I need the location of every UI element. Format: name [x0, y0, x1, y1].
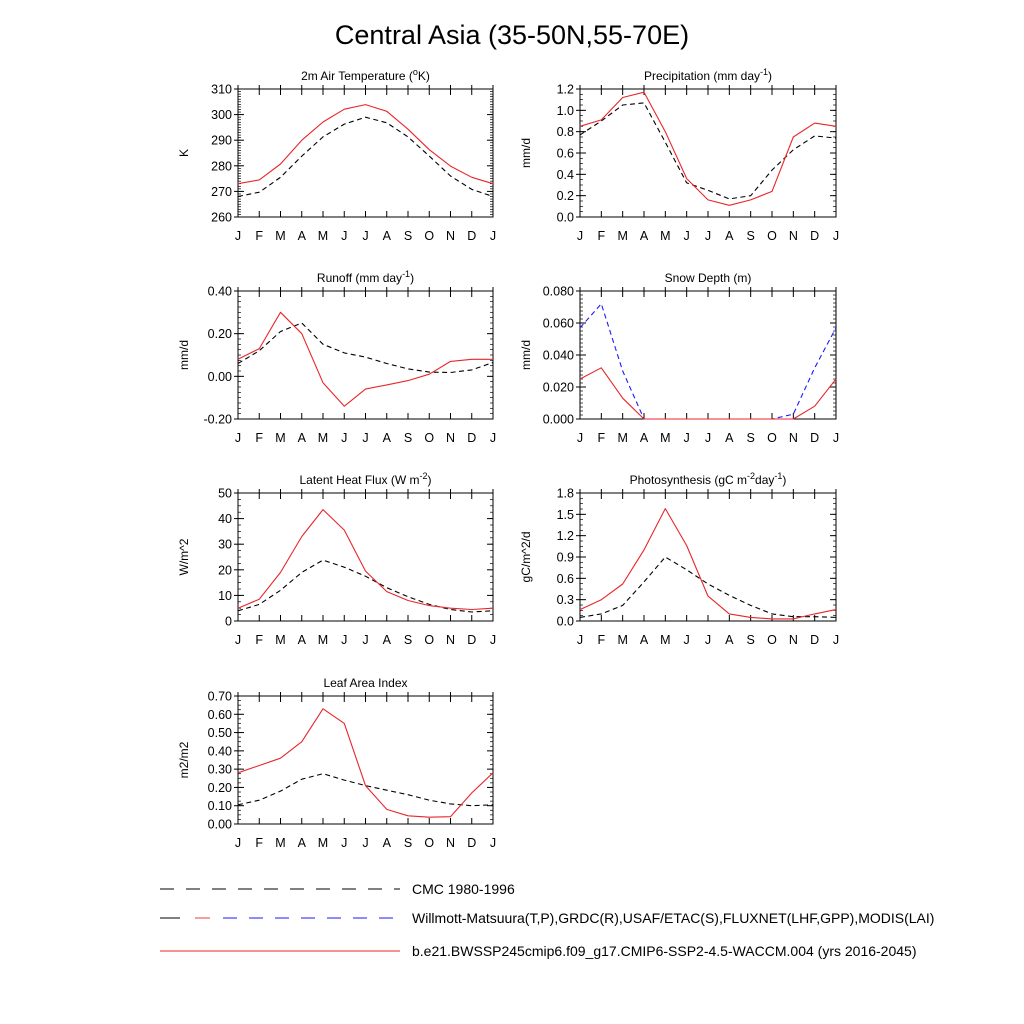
legend-line-obs	[160, 907, 410, 931]
y-tick-label: 0.00	[207, 369, 232, 384]
x-tick-label: J	[234, 431, 242, 445]
panel-runoff	[177, 269, 496, 445]
x-tick-label: D	[467, 836, 477, 850]
series-line-obs	[580, 103, 836, 199]
x-tick-label: J	[341, 633, 348, 647]
x-tick-label: S	[403, 633, 413, 647]
plot-frame	[238, 291, 493, 419]
x-tick-label: A	[639, 229, 649, 243]
x-tick-label: D	[810, 633, 820, 647]
y-tick-label: 1.2	[556, 529, 574, 544]
x-tick-label: J	[234, 836, 242, 850]
y-tick-label: 0.20	[207, 327, 232, 342]
x-tick-label: A	[725, 431, 734, 445]
x-tick-label: J	[683, 431, 690, 445]
x-tick-label: O	[424, 836, 435, 850]
x-tick-label: N	[788, 633, 798, 647]
x-tick-label: J	[341, 836, 348, 850]
y-tick-label: 0.000	[542, 412, 574, 427]
y-tick-label: 10	[218, 588, 232, 603]
legend-line-model	[160, 940, 410, 964]
x-tick-label: N	[445, 836, 456, 850]
series-line-model	[238, 312, 493, 406]
y-axis-label: m2/m2	[177, 741, 191, 779]
x-tick-label: J	[576, 431, 584, 445]
x-tick-label: J	[704, 229, 712, 243]
y-tick-label: 1.0	[556, 103, 574, 118]
x-tick-label: M	[617, 431, 628, 445]
x-tick-label: A	[382, 431, 391, 445]
x-tick-label: A	[382, 633, 391, 647]
panel-title: Photosynthesis (gC $m^{-2}day^{-1}$)	[629, 471, 787, 487]
y-axis-label: mm/d	[519, 340, 533, 370]
y-tick-label: 1.5	[556, 507, 574, 522]
x-tick-label: S	[403, 431, 413, 445]
y-tick-label: 0.0	[556, 614, 574, 629]
x-tick-label: J	[362, 229, 369, 243]
y-tick-label: 0.060	[542, 316, 574, 331]
x-tick-label: O	[767, 633, 777, 647]
plot-frame	[238, 493, 493, 621]
y-tick-label: 260	[211, 210, 232, 225]
series-line-obs	[238, 774, 493, 806]
x-tick-label: A	[725, 229, 734, 243]
x-tick-label: F	[255, 633, 264, 647]
panel-lhf	[177, 471, 496, 647]
panel-lai	[177, 676, 496, 850]
y-tick-label: 0.10	[207, 799, 232, 814]
x-tick-label: O	[424, 633, 435, 647]
x-tick-label: S	[403, 836, 413, 850]
panel-title: Precipitation (mm day$^{-1}$)	[643, 67, 773, 83]
panel-title: Snow Depth (m)	[664, 271, 752, 285]
y-tick-label: 0	[225, 614, 232, 629]
x-tick-label: A	[382, 836, 391, 850]
y-tick-label: 0.040	[542, 348, 574, 363]
x-tick-label: A	[725, 633, 734, 647]
x-tick-label: S	[746, 633, 755, 647]
legend-item-cmc	[160, 878, 1020, 902]
x-tick-label: A	[297, 229, 306, 243]
y-tick-label: 0.70	[207, 689, 232, 704]
panel-tas	[177, 67, 496, 243]
y-tick-label: 0.0	[556, 210, 574, 225]
x-tick-label: J	[234, 633, 242, 647]
x-tick-label: N	[788, 229, 798, 243]
x-tick-label: D	[467, 633, 477, 647]
series-line-model	[238, 510, 493, 610]
y-tick-label: 0.50	[207, 726, 232, 741]
y-tick-label: 30	[218, 537, 232, 552]
x-tick-label: D	[810, 229, 820, 243]
y-tick-label: 1.2	[556, 82, 574, 97]
plot-frame	[580, 493, 836, 621]
plot-frame	[580, 291, 836, 419]
x-tick-label: S	[746, 229, 755, 243]
legend-label-obs: Willmott-Matsuura(T,P),GRDC(R),USAF/ETAC(S),FLUXNET(LHF,GPP),MODIS(LAI)	[412, 910, 935, 926]
y-tick-label: 270	[211, 184, 232, 199]
y-tick-label: 0.60	[207, 707, 232, 722]
panel-title: 2m Air Temperature ($^o$K)	[301, 67, 430, 83]
x-tick-label: F	[255, 431, 264, 445]
x-tick-label: J	[683, 229, 690, 243]
y-tick-label: 40	[218, 512, 232, 527]
x-tick-label: A	[297, 633, 306, 647]
y-tick-label: 1.8	[556, 486, 574, 501]
x-tick-label: M	[317, 431, 329, 445]
x-tick-label: M	[275, 229, 286, 243]
y-tick-label: 0.40	[207, 744, 232, 759]
series-line-model	[580, 92, 836, 205]
x-tick-label: J	[489, 836, 497, 850]
series-line-model	[580, 368, 836, 419]
y-tick-label: 0.6	[556, 571, 574, 586]
series-line-model	[580, 509, 836, 619]
x-tick-label: F	[597, 431, 606, 445]
x-tick-label: J	[489, 633, 497, 647]
x-tick-label: M	[275, 633, 286, 647]
x-tick-label: J	[362, 633, 369, 647]
y-axis-label: mm/d	[519, 138, 533, 168]
x-tick-label: J	[576, 633, 584, 647]
y-tick-label: 0.30	[207, 762, 232, 777]
series-line-obs	[238, 323, 493, 373]
x-tick-label: J	[832, 229, 840, 243]
series-line-snow_obs	[580, 304, 836, 419]
x-tick-label: F	[597, 229, 606, 243]
y-tick-label: 0.00	[207, 817, 232, 832]
panel-title: Runoff (mm day$^{-1}$)	[316, 269, 415, 285]
x-tick-label: D	[467, 431, 477, 445]
series-line-obs	[238, 117, 493, 196]
x-tick-label: D	[810, 431, 820, 445]
panel-pr	[519, 67, 839, 243]
y-tick-label: 0.2	[556, 189, 574, 204]
x-tick-label: N	[445, 431, 456, 445]
y-tick-label: 0.3	[556, 593, 574, 608]
x-tick-label: M	[275, 431, 286, 445]
x-tick-label: A	[382, 229, 391, 243]
y-tick-label: 290	[211, 133, 232, 148]
x-tick-label: M	[660, 431, 671, 445]
y-axis-label: gC/m^2/d	[519, 531, 533, 583]
y-tick-label: 0.20	[207, 780, 232, 795]
panel-title: Latent Heat Flux (W $m^{-2}$)	[299, 471, 432, 487]
x-tick-label: J	[832, 633, 840, 647]
x-tick-label: A	[297, 431, 306, 445]
x-tick-label: N	[445, 229, 456, 243]
x-tick-label: A	[639, 431, 649, 445]
x-tick-label: J	[832, 431, 840, 445]
x-tick-label: S	[403, 229, 413, 243]
x-tick-label: J	[234, 229, 242, 243]
y-axis-label: K	[177, 148, 191, 158]
x-tick-label: J	[576, 229, 584, 243]
y-axis-label: W/m^2	[177, 538, 191, 576]
y-tick-label: 0.9	[556, 550, 574, 565]
x-tick-label: M	[617, 633, 628, 647]
y-tick-label: -0.20	[203, 412, 232, 427]
y-tick-label: 0.6	[556, 146, 574, 161]
panel-snow	[519, 271, 839, 445]
y-tick-label: 310	[211, 82, 232, 97]
x-tick-label: J	[362, 431, 369, 445]
y-axis-label: mm/d	[177, 340, 191, 370]
y-tick-label: 0.4	[556, 167, 574, 182]
x-tick-label: J	[341, 229, 348, 243]
x-tick-label: J	[489, 229, 497, 243]
x-tick-label: N	[445, 633, 456, 647]
x-tick-label: O	[424, 229, 435, 243]
panel-gpp	[519, 471, 839, 647]
x-tick-label: J	[704, 633, 712, 647]
x-tick-label: S	[746, 431, 755, 445]
x-tick-label: M	[317, 836, 329, 850]
x-tick-label: M	[317, 229, 329, 243]
page-title: Central Asia (35-50N,55-70E)	[334, 20, 690, 50]
x-tick-label: M	[617, 229, 628, 243]
plot-frame	[238, 89, 493, 217]
y-tick-label: 0.40	[207, 284, 232, 299]
x-tick-label: F	[255, 836, 264, 850]
x-tick-label: M	[660, 633, 671, 647]
x-tick-label: J	[704, 431, 712, 445]
x-tick-label: J	[683, 633, 690, 647]
series-line-model	[238, 105, 493, 184]
x-tick-label: O	[767, 229, 777, 243]
x-tick-label: A	[639, 633, 649, 647]
y-tick-label: 280	[211, 159, 232, 174]
x-tick-label: N	[788, 431, 798, 445]
legend-item-obs	[160, 907, 1020, 931]
y-tick-label: 300	[211, 108, 232, 123]
x-tick-label: M	[660, 229, 671, 243]
x-tick-label: F	[255, 229, 264, 243]
x-tick-label: J	[489, 431, 497, 445]
x-tick-label: O	[767, 431, 777, 445]
y-tick-label: 0.8	[556, 125, 574, 140]
y-tick-label: 0.020	[542, 380, 574, 395]
x-tick-label: M	[275, 836, 286, 850]
legend-label-model: b.e21.BWSSP245cmip6.f09_g17.CMIP6-SSP2-4.5-WACCM.004 (yrs 2016-2045)	[412, 943, 917, 959]
x-tick-label: D	[467, 229, 477, 243]
panel-title: Leaf Area Index	[323, 676, 408, 690]
y-tick-label: 20	[218, 563, 232, 578]
legend-label-cmc: CMC 1980-1996	[412, 881, 515, 897]
series-line-model	[238, 709, 493, 817]
legend-line-cmc	[160, 878, 410, 902]
x-tick-label: J	[341, 431, 348, 445]
legend-item-model	[160, 940, 1020, 964]
x-tick-label: A	[297, 836, 306, 850]
y-tick-label: 0.080	[542, 284, 574, 299]
x-tick-label: F	[597, 633, 606, 647]
x-tick-label: O	[424, 431, 435, 445]
x-tick-label: M	[317, 633, 329, 647]
x-tick-label: J	[362, 836, 369, 850]
y-tick-label: 50	[218, 486, 232, 501]
series-line-obs	[238, 560, 493, 612]
